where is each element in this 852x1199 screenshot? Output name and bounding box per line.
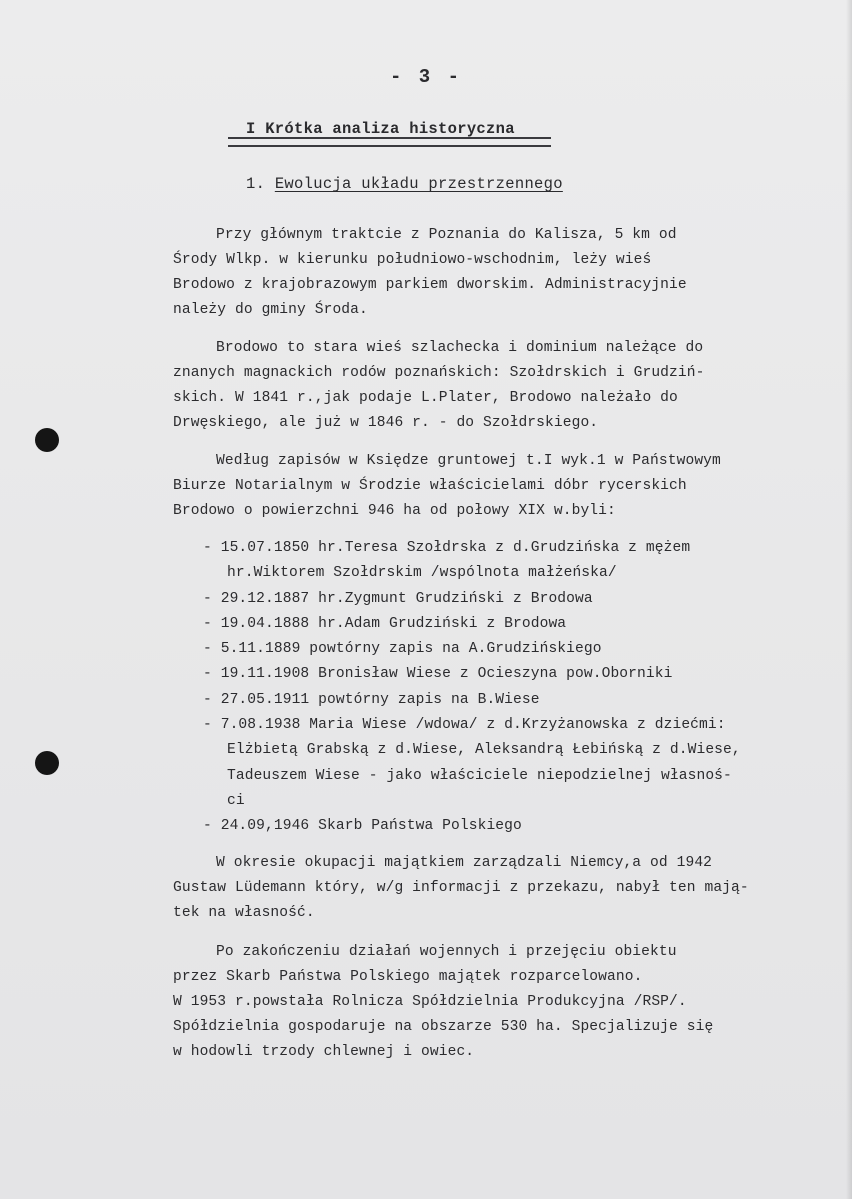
text-line: Brodowo to stara wieś szlachecka i dominium należące do — [216, 340, 704, 356]
page-number: - 3 - — [389, 66, 462, 88]
punch-hole-bottom — [35, 751, 59, 775]
subsection-title: Ewolucja układu przestrzennego — [274, 175, 563, 193]
list-item: - 5.11.1889 powtórny zapis na A.Grudzińskiego — [203, 641, 602, 658]
paragraph-history — [173, 336, 823, 436]
list-item: - 19.11.1908 Bronisław Wiese z Ocieszyna pow.Oborniki — [203, 666, 673, 683]
section-heading: I Krótka analiza historyczna — [246, 120, 515, 138]
list-item: - 19.04.1888 hr.Adam Grudziński z Brodowa — [203, 615, 567, 632]
text-line: W okresie okupacji majątkiem zarządzali Niemcy,a od 1942 — [216, 855, 713, 871]
text-line: skich. W 1841 r.,jak podaje L.Plater, Brodowo należało do — [173, 390, 678, 406]
text-line: przez Skarb Państwa Polskiego majątek rozparcelowano. — [173, 969, 643, 985]
heading-double-rule — [228, 137, 551, 147]
list-item-continuation: Tadeuszem Wiese - jako właściciele niepodzielnej własnoś- — [227, 767, 732, 784]
list-item: - 7.08.1938 Maria Wiese /wdowa/ z d.Krzyżanowska z dziećmi: — [203, 717, 726, 734]
list-item: - 15.07.1850 hr.Teresa Szołdrska z d.Grudzińska z mężem — [203, 540, 691, 556]
text-line: tek na własność. — [173, 905, 315, 921]
text-line: znanych magnackich rodów poznańskich: Szołdrskich i Grudziń- — [173, 365, 705, 381]
text-line: Spółdzielnia gospodaruje na obszarze 530 ha. Specjalizuje się — [173, 1019, 714, 1035]
paragraph-postwar — [173, 940, 823, 1065]
text-line: Według zapisów w Księdze gruntowej t.I wyk.1 w Państwowym — [216, 453, 721, 469]
text-line: Biurze Notarialnym w Środzie właścicielami dóbr rycerskich — [173, 478, 687, 494]
list-item: - 29.12.1887 hr.Zygmunt Grudziński z Brodowa — [203, 590, 593, 607]
subsection-number: 1. — [246, 175, 266, 193]
text-line: Drwęskiego, ale już w 1846 r. - do Szołdrskiego. — [173, 415, 599, 431]
list-item-continuation: Elżbietą Grabską z d.Wiese, Aleksandrą Łebińską z d.Wiese, — [227, 742, 741, 759]
text-line: Brodowo z krajobrazowym parkiem dworskim. Administracyjnie — [173, 277, 687, 293]
text-line: w hodowli trzody chlewnej i owiec. — [173, 1044, 475, 1060]
text-line: Brodowo o powierzchni 946 ha od połowy XIX w.byli: — [173, 503, 616, 519]
text-line: Środy Wlkp. w kierunku południowo-wschodnim, leży wieś — [173, 252, 652, 268]
text-line: Przy głównym traktcie z Poznania do Kalisza, 5 km od — [216, 227, 677, 243]
paragraph-occupation — [173, 851, 823, 926]
text-line: W 1953 r.powstała Rolnicza Spółdzielnia Produkcyjna /RSP/. — [173, 994, 687, 1010]
list-item: - 27.05.1911 powtórny zapis na B.Wiese — [203, 691, 540, 708]
punch-hole-top — [35, 428, 59, 452]
paragraph-land-register — [173, 449, 823, 524]
list-item-continuation: ci — [227, 792, 245, 809]
list-item-continuation: hr.Wiktorem Szołdrskim /wspólnota małżeńska/ — [227, 565, 617, 582]
page-edge-shadow — [846, 0, 852, 1199]
text-line: należy do gminy Środa. — [173, 302, 368, 318]
text-line: Gustaw Lüdemann który, w/g informacji z przekazu, nabył ten mają- — [173, 880, 749, 896]
subsection-heading — [246, 175, 563, 193]
list-item: - 24.09,1946 Skarb Państwa Polskiego — [203, 818, 522, 835]
text-line: Po zakończeniu działań wojennych i przejęciu obiektu — [216, 944, 677, 960]
paragraph-location — [173, 223, 823, 323]
owners-list — [203, 536, 843, 840]
